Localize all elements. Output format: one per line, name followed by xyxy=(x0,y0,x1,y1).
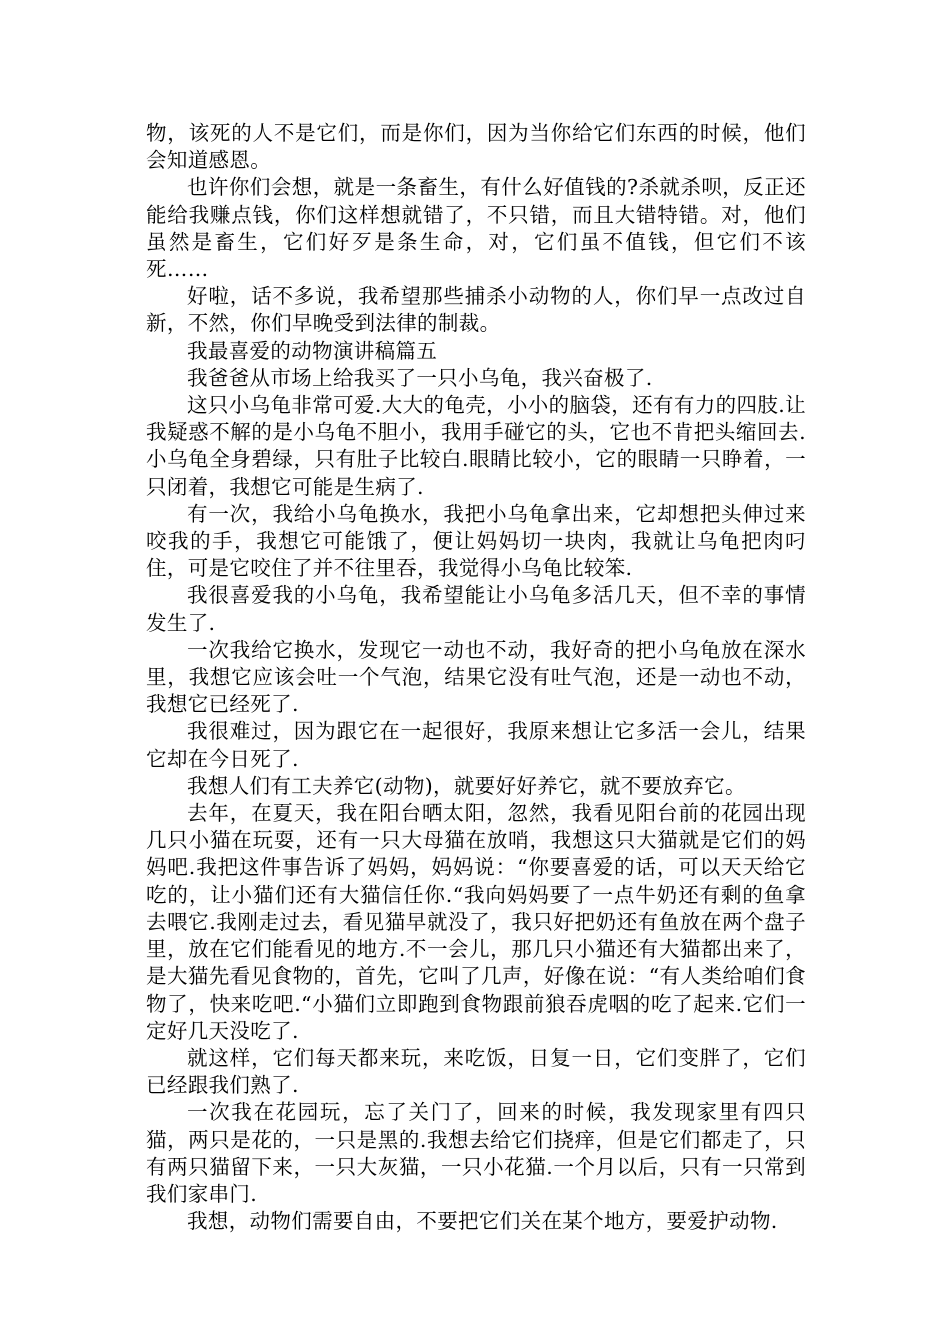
paragraph-5: 我爸爸从市场上给我买了一只小乌龟，我兴奋极了. xyxy=(187,365,653,390)
document-body xyxy=(146,120,806,1235)
paragraph-7: 有一次，我给小乌龟换水，我把小乌龟拿出来，它却想把头伸过来咬我的手，我想它可能饿了，便让妈妈切一块肉，我就让乌龟把肉叼住，可是它咬住了并不往里吞，我觉得小乌龟比较笨. xyxy=(146,501,806,581)
paragraph-6: 这只小乌龟非常可爱.大大的龟壳，小小的脑袋，还有有力的四肢.让我疑惑不解的是小乌龟不胆小，我用手碰它的头，它也不肯把头缩回去.小乌龟全身碧绿，只有肚子比较白.眼睛比较小，它的眼睛一只睁着，一只闭着，我想它可能是生病了. xyxy=(146,393,806,499)
paragraph-8: 我很喜爱我的小乌龟，我希望能让小乌龟多活几天，但不幸的事情发生了. xyxy=(146,583,806,635)
paragraph-9: 一次我给它换水，发现它一动也不动，我好奇的把小乌龟放在深水里，我想它应该会吐一个气泡，结果它没有吐气泡，还是一动也不动，我想它已经死了. xyxy=(146,637,806,717)
paragraph-3: 好啦，话不多说，我希望那些捕杀小动物的人，你们早一点改过自新，不然，你们早晚受到法律的制裁。 xyxy=(146,284,806,336)
paragraph-2: 也许你们会想，就是一条畜生，有什么好值钱的?杀就杀呗，反正还能给我赚点钱，你们这样想就错了，不只错，而且大错特错。对，他们虽然是畜生，它们好歹是条生命，对，它们虽不值钱，但它们不该死…… xyxy=(146,175,806,282)
paragraph-12: 去年，在夏天，我在阳台晒太阳，忽然，我看见阳台前的花园出现几只小猫在玩耍，还有一只大母猫在放哨，我想这只大猫就是它们的妈妈吧.我把这件事告诉了妈妈，妈妈说：“你要喜爱的话，可以天天给它吃的，让小猫们还有大猫信任你.“我向妈妈要了一点牛奶还有剩的鱼拿去喂它.我刚走过去，看见猫早就没了，我只好把奶还有鱼放在两个盘子里，放在它们能看见的地方.不一会儿，那几只小猫还有大猫都出来了，是大猫先看见食物的，首先，它叫了几声，好像在说：“有人类给咱们食物了，快来吃吧.“小猫们立即跑到食物跟前狼吞虎咽的吃了起来.它们一定好几天没吃了. xyxy=(146,801,806,1043)
section-heading: 我最喜爱的动物演讲稿篇五 xyxy=(187,338,438,363)
paragraph-10: 我很难过，因为跟它在一起很好，我原来想让它多活一会儿，结果它却在今日死了. xyxy=(146,719,806,771)
paragraph-11: 我想人们有工夫养它(动物)，就要好好养它，就不要放弃它。 xyxy=(187,773,746,798)
paragraph-14: 一次我在花园玩，忘了关门了，回来的时候，我发现家里有四只猫，两只是花的，一只是黑的.我想去给它们挠痒，但是它们都走了，只有两只猫留下来，一只大灰猫，一只小花猫.一个月以后，只有一只常到我们家串门. xyxy=(146,1100,806,1206)
paragraph-13: 就这样，它们每天都来玩，来吃饭，日复一日，它们变胖了，它们已经跟我们熟了. xyxy=(146,1045,806,1098)
paragraph-1: 物，该死的人不是它们，而是你们，因为当你给它们东西的时候，他们会知道感恩。 xyxy=(146,121,806,173)
paragraph-15: 我想，动物们需要自由，不要把它们关在某个地方，要爱护动物. xyxy=(187,1209,778,1234)
